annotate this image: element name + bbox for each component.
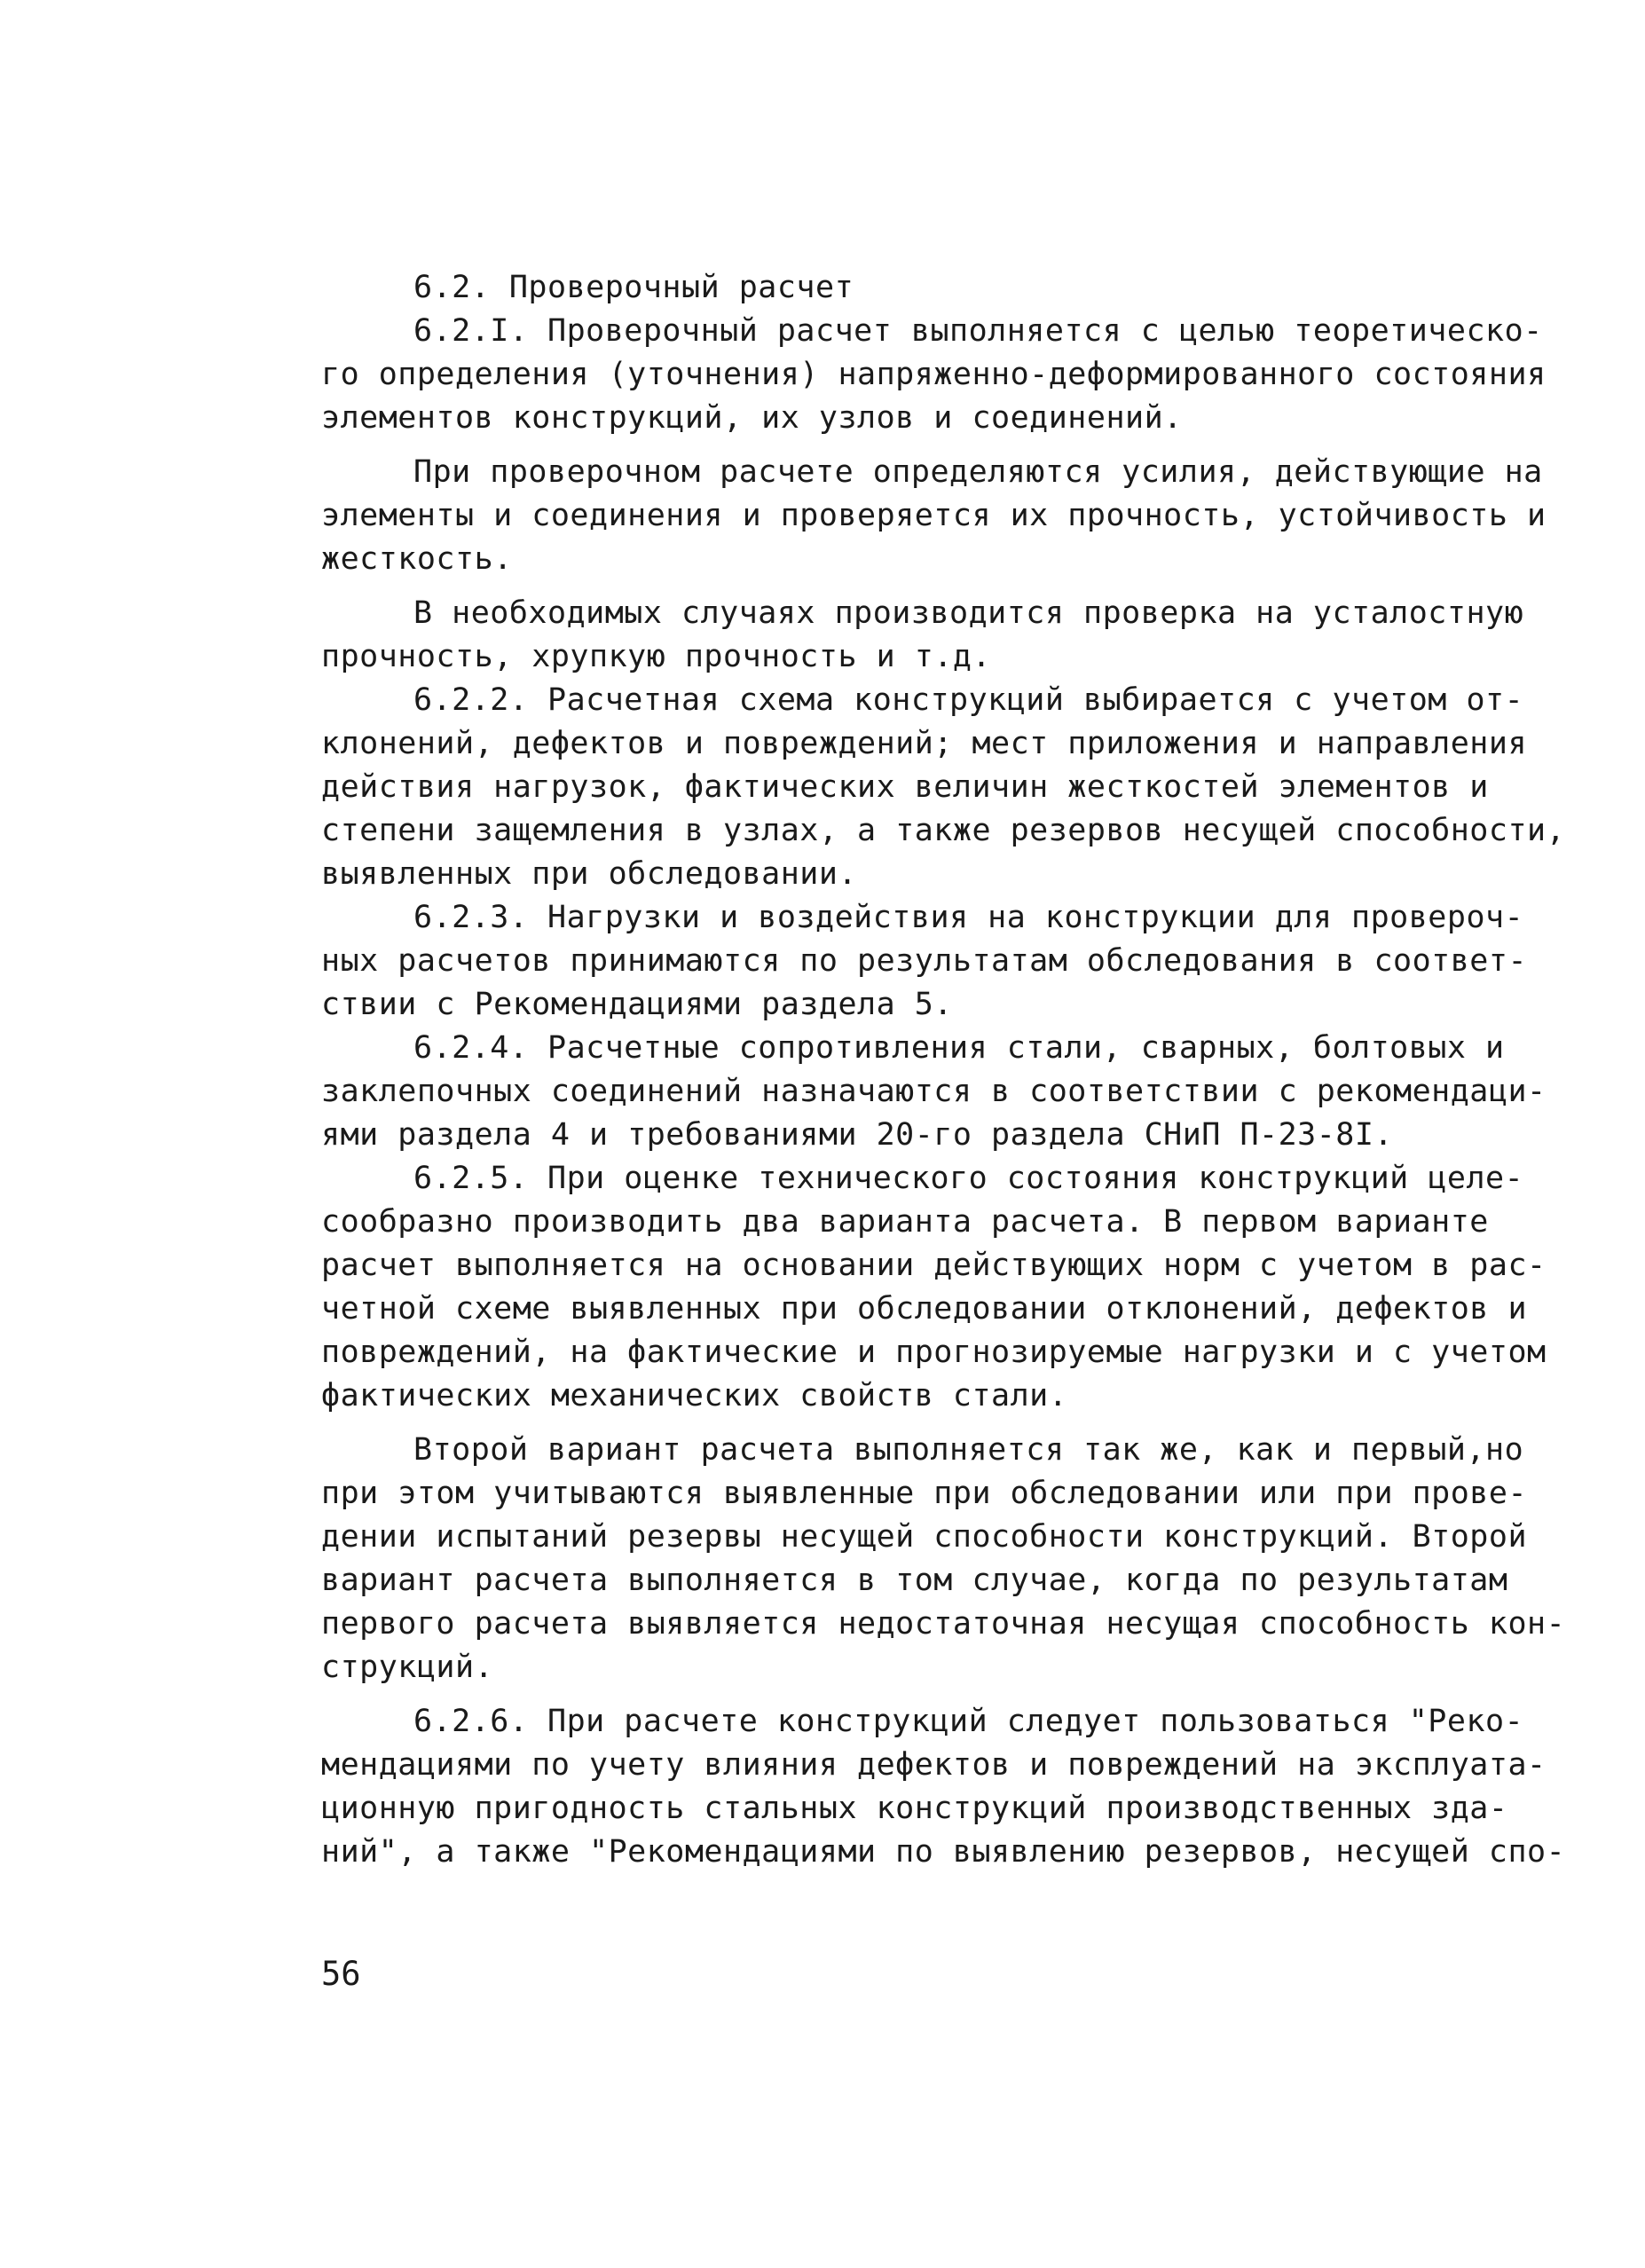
paragraph-line: повреждений, на фактические и прогнозируемые нагрузки и с учетом [321, 1335, 1547, 1370]
paragraph-line: фактических механических свойств стали. [321, 1378, 1068, 1414]
paragraph-line: первого расчета выявляется недостаточная несущая способность кон- [321, 1606, 1566, 1642]
paragraph-line: ных расчетов принимаются по результатам обследования в соответ- [321, 943, 1528, 979]
paragraph-line: вариант расчета выполняется в том случае, когда по результатам [321, 1563, 1508, 1598]
paragraph-line: степени защемления в узлах, а также резервов несущей способности, [321, 813, 1566, 848]
paragraph-line: 6.2.4. Расчетные сопротивления стали, сварных, болтовых и [413, 1030, 1505, 1066]
body-text [321, 266, 1566, 1874]
paragraph-line: дении испытаний резервы несущей способности конструкций. Второй [321, 1519, 1528, 1555]
paragraph-line: 6.2.2. Расчетная схема конструкций выбирается с учетом от- [413, 682, 1524, 718]
paragraph-line: при этом учитываются выявленные при обследовании или при прове- [321, 1476, 1528, 1511]
paragraph-line: элементов конструкций, их узлов и соединений. [321, 400, 1183, 436]
paragraph-line: 6.2.6. При расчете конструкций следует пользоваться "Реко- [413, 1704, 1524, 1739]
paragraph-line: мендациями по учету влияния дефектов и повреждений на эксплуата- [321, 1747, 1547, 1783]
paragraph-line: прочность, хрупкую прочность и т.д. [321, 639, 992, 674]
paragraph-line: заклепочных соединений назначаются в соответствии с рекомендаци- [321, 1074, 1547, 1109]
paragraph-line: действия нагрузок, фактических величин жесткостей элементов и [321, 769, 1489, 805]
paragraph-line: 6.2.I. Проверочный расчет выполняется с целью теоретическо- [413, 313, 1543, 349]
paragraph-line: струкций. [321, 1650, 494, 1685]
page-number: 56 [321, 1955, 361, 1993]
paragraph-line: В необходимых случаях производится проверка на усталостную [413, 595, 1524, 631]
paragraph-line: жесткость. [321, 541, 513, 577]
paragraph-line: клонений, дефектов и повреждений; мест приложения и направления [321, 726, 1528, 761]
paragraph-line: Второй вариант расчета выполняется так же, как и первый,но [413, 1432, 1524, 1468]
paragraph-line: выявленных при обследовании. [321, 856, 858, 892]
section-heading: 6.2. Проверочный расчет [413, 270, 854, 305]
paragraph-line: ствии с Рекомендациями раздела 5. [321, 987, 953, 1022]
paragraph-line: ний", а также "Рекомендациями по выявлению резервов, несущей спо- [321, 1834, 1566, 1870]
paragraph-line: элементы и соединения и проверяется их прочность, устойчивость и [321, 498, 1547, 533]
paragraph-line: го определения (уточнения) напряженно-деформированного состояния [321, 357, 1547, 392]
paragraph-line: 6.2.5. При оценке технического состояния конструкций целе- [413, 1161, 1524, 1196]
paragraph-line: 6.2.3. Нагрузки и воздействия на конструкции для провероч- [413, 900, 1524, 935]
paragraph-line: ционную пригодность стальных конструкций производственных зда- [321, 1791, 1508, 1826]
paragraph-line: расчет выполняется на основании действующих норм с учетом в рас- [321, 1248, 1547, 1283]
paragraph-line: четной схеме выявленных при обследовании отклонений, дефектов и [321, 1291, 1528, 1327]
paragraph-line: ями раздела 4 и требованиями 20-го раздела СНиП П-23-8I. [321, 1117, 1394, 1153]
paragraph-line: При проверочном расчете определяются усилия, действующие на [413, 454, 1543, 490]
paragraph-line: сообразно производить два варианта расчета. В первом варианте [321, 1204, 1489, 1240]
